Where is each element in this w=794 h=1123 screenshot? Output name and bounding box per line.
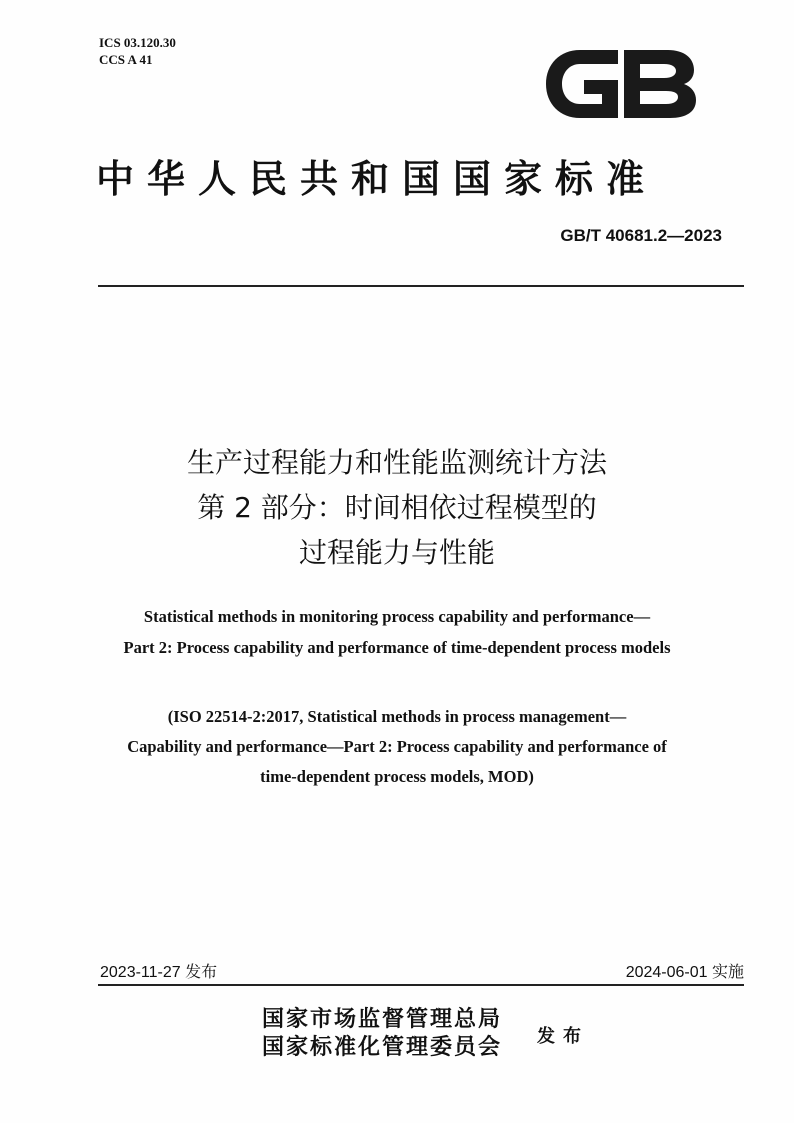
iso-reference [0, 702, 794, 792]
english-title-line-1: Statistical methods in monitoring process capability and performance— [143, 607, 651, 626]
classification-codes [99, 34, 176, 68]
issuing-organizations [262, 1005, 502, 1061]
effective-date: 2024-06-01 实施 [625, 964, 744, 981]
chinese-title-line-3: 过程能力与性能 [298, 536, 495, 569]
iso-reference-line-3: time-dependent process models, MOD) [260, 767, 534, 786]
national-standard-title: 中华人民共和国国家标准 [96, 156, 658, 201]
chinese-title [0, 440, 794, 575]
issuer-sac: 国家标准化管理委员会 [262, 1034, 503, 1060]
gb-logo [540, 42, 702, 126]
ics-code: ICS 03.120.30 [99, 35, 176, 50]
top-divider [98, 285, 744, 287]
ccs-code: CCS A 41 [99, 52, 153, 67]
publication-date: 2023-11-27 发布 [100, 964, 218, 981]
issue-label: 发布 [537, 1026, 589, 1047]
chinese-title-line-1: 生产过程能力和性能监测统计方法 [186, 446, 607, 479]
english-title-line-2: Part 2: Process capability and performance of time-dependent process models [123, 638, 671, 657]
bottom-divider [98, 984, 744, 986]
chinese-title-line-2: 第 2 部分：时间相依过程模型的 [197, 491, 597, 524]
issuer-samr: 国家市场监督管理总局 [262, 1006, 503, 1032]
standard-number: GB/T 40681.2—2023 [560, 226, 722, 245]
iso-reference-line-2: Capability and performance—Part 2: Process capability and performance of [127, 737, 667, 756]
english-title [0, 601, 794, 663]
iso-reference-line-1: (ISO 22514-2:2017, Statistical methods in process management— [167, 707, 627, 726]
